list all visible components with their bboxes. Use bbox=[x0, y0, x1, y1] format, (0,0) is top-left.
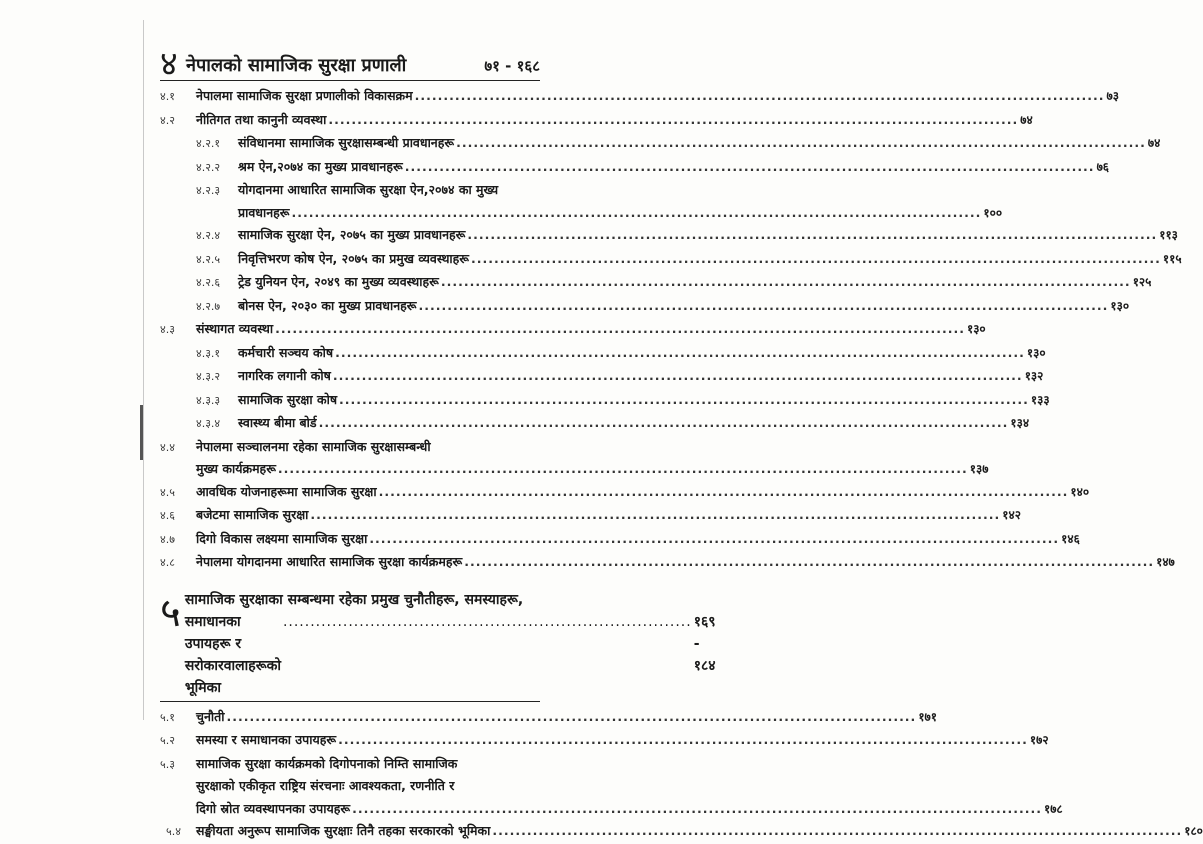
leader-dots bbox=[456, 132, 1146, 155]
leader-dots bbox=[492, 820, 1182, 843]
chapter-number: ५ bbox=[160, 589, 181, 636]
chapter-page-range: १६९ - १८४ bbox=[693, 613, 716, 674]
leader-dots bbox=[464, 551, 1154, 574]
toc-entry[interactable]: ५.१ चुनौती ..... १७१ bbox=[160, 706, 540, 730]
leader-dots bbox=[467, 224, 1157, 247]
leader-dots bbox=[379, 481, 1069, 504]
chapter-title: नेपालको सामाजिक सुरक्षा प्रणाली bbox=[186, 55, 407, 76]
toc-entry[interactable]: ४.२.५ निवृत्तिभरण कोष ऐन, २०७५ का प्रमुख व्यवस्थाहरू ..... ११५ bbox=[160, 248, 540, 272]
chapter-4-entries bbox=[160, 85, 1182, 575]
leader-dots bbox=[338, 729, 1028, 752]
toc-entry[interactable]: ५.२ समस्या र समाधानका उपायहरू ..... १७२ bbox=[160, 729, 540, 753]
toc-entry[interactable]: ४.२.१ संविधानमा सामाजिक सुरक्षासम्बन्धी प्रावधानहरू ..... ७४ bbox=[160, 132, 540, 156]
leader-dots bbox=[310, 504, 1000, 527]
leader-dots bbox=[441, 271, 1131, 294]
toc-entry[interactable]: ४.२.६ ट्रेड युनियन ऐन, २०४९ का मुख्य व्यवस्थाहरू ..... १२५ bbox=[160, 271, 540, 295]
toc-entry[interactable]: ४.२ नीतिगत तथा कानुनी व्यवस्था ..... ७४ bbox=[160, 109, 540, 133]
leader-dots bbox=[471, 248, 1161, 271]
toc-entry[interactable]: ४.८ नेपालमा योगदानमा आधारित सामाजिक सुरक्षा कार्यक्रमहरू ..... १४७ bbox=[160, 551, 540, 575]
chapter-page-range: ७१ - १६८ bbox=[484, 57, 540, 75]
toc-entry[interactable]: ५.३ सामाजिक सुरक्षा कार्यक्रमको दिगोपनाको निम्ति सामाजिक सुरक्षाको एकीकृत राष्ट्रिय संरचनाः आवश्यकता, रणनीति र दिगो स्रोत व्यवस्थापनका उपायहरू ..... १७८ bbox=[160, 753, 540, 821]
toc-entry[interactable]: ४.३ संस्थागत व्यवस्था ..... १३० bbox=[160, 318, 540, 342]
toc-entry[interactable]: ४.३.१ कर्मचारी सञ्चय कोष ..... १३० bbox=[160, 342, 540, 366]
toc-entry[interactable]: ४.७ दिगो विकास लक्ष्यमा सामाजिक सुरक्षा ..... १४६ bbox=[160, 528, 540, 552]
chapter-number: ४ bbox=[160, 44, 178, 84]
leader-dots bbox=[419, 295, 1109, 318]
leader-dots bbox=[352, 798, 1042, 821]
leader-dots bbox=[319, 412, 1009, 435]
toc-entry[interactable]: ४.२.४ सामाजिक सुरक्षा ऐन, २०७५ का मुख्य प्रावधानहरू ..... ११३ bbox=[160, 224, 540, 248]
toc-entry[interactable]: ४.३.२ नागरिक लगानी कोष ..... १३२ bbox=[160, 365, 540, 389]
chapter-4-heading bbox=[160, 44, 540, 84]
toc-entry[interactable]: ५.४ सङ्घीयता अनुरूप सामाजिक सुरक्षाः तिनै तहका सरकारको भूमिका ..... १८० bbox=[166, 820, 540, 844]
leader-dots bbox=[292, 202, 982, 225]
leader-dots bbox=[405, 156, 1095, 179]
toc-entry[interactable]: ४.२.२ श्रम ऐन,२०७४ का मुख्य प्रावधानहरू ..... ७६ bbox=[160, 156, 540, 180]
leader-dots bbox=[278, 458, 968, 481]
toc-entry[interactable]: ४.२.७ बोनस ऐन, २०३० का मुख्य प्रावधानहरू ..... १३० bbox=[160, 295, 540, 319]
leader-dots bbox=[335, 342, 1025, 365]
binding-mark bbox=[140, 405, 143, 460]
leader-dots bbox=[333, 365, 1023, 388]
page-gutter-line bbox=[143, 20, 144, 720]
chapter-title-line-2: समाधानका उपायहरू र सरोकारवालाहरूको भूमिका bbox=[184, 613, 281, 696]
leader-dots bbox=[415, 85, 1105, 108]
leader-dots bbox=[369, 528, 1059, 551]
toc-entry[interactable]: ४.४ नेपालमा सञ्चालनमा रहेका सामाजिक सुरक्षासम्बन्धी मुख्य कार्यक्रमहरू ..... १३७ bbox=[160, 436, 540, 481]
toc-entry[interactable]: ४.२.३ योगदानमा आधारित सामाजिक सुरक्षा ऐन,२०७४ का मुख्य प्रावधानहरू ..... १०० bbox=[160, 179, 540, 224]
table-of-contents bbox=[160, 44, 1203, 844]
leader-dots bbox=[339, 389, 1029, 412]
chapter-title-line-1: सामाजिक सुरक्षाका सम्बन्धमा रहेका प्रमुख चुनौतीहरू, समस्याहरू, bbox=[184, 591, 524, 608]
toc-entry[interactable]: ४.५ आवधिक योजनाहरूमा सामाजिक सुरक्षा ..... १४० bbox=[160, 481, 540, 505]
toc-entry[interactable]: ४.१ नेपालमा सामाजिक सुरक्षा प्रणालीको विकासक्रम ..... ७३ bbox=[160, 85, 540, 109]
leader-dots bbox=[226, 706, 916, 729]
chapter-5-entries bbox=[160, 706, 1203, 844]
leader-dots bbox=[275, 318, 965, 341]
toc-entry[interactable]: ४.६ बजेटमा सामाजिक सुरक्षा ..... १४२ bbox=[160, 504, 540, 528]
chapter-5-heading bbox=[160, 589, 716, 702]
leader-dots bbox=[283, 611, 692, 633]
leader-dots bbox=[328, 109, 1018, 132]
toc-entry[interactable]: ४.३.४ स्वास्थ्य बीमा बोर्ड ..... १३४ bbox=[160, 412, 540, 436]
toc-entry[interactable]: ४.३.३ सामाजिक सुरक्षा कोष ..... १३३ bbox=[160, 389, 540, 413]
